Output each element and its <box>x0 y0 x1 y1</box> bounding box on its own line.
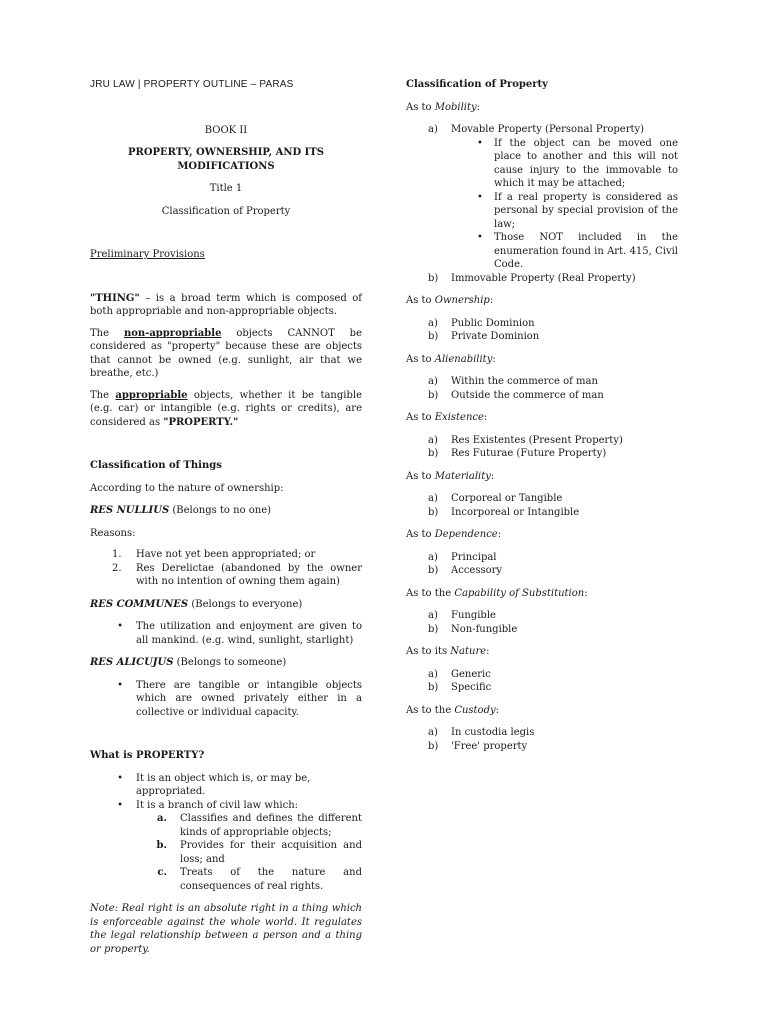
text-fragment: As to the <box>406 587 455 599</box>
list-item <box>406 317 678 331</box>
text-fragment: As to <box>406 101 435 113</box>
bullet-icon: • <box>117 679 123 691</box>
property-term: "PROPERTY." <box>163 416 239 428</box>
list-text: Fungible <box>451 610 496 621</box>
list-text: The utilization and enjoyment are given to all mankind. (e.g. wind, sunlight, starlight) <box>136 621 362 646</box>
book-title: PROPERTY, OWNERSHIP, AND ITS MODIFICATIONS <box>127 147 325 172</box>
list-text: Treats of the nature and consequences of real rights. <box>180 867 362 892</box>
res-nullius-term: RES NULLIUS <box>90 505 170 516</box>
list-item <box>406 609 678 623</box>
list-letter: a) <box>428 551 438 563</box>
classification-group-label <box>406 528 678 542</box>
list-text: Accessory <box>451 565 503 576</box>
list-item <box>406 492 678 506</box>
running-header: JRU LAW | PROPERTY OUTLINE – PARAS <box>90 79 294 90</box>
list-item <box>406 668 678 682</box>
list-item <box>90 839 362 866</box>
list-letter: a) <box>428 317 438 329</box>
list-letter: b) <box>428 682 439 693</box>
text-fragment: As to <box>406 412 435 423</box>
note-paragraph: Note: Real right is an absolute right in a thing which is enforceable against the whole world. It regulates the legal relationship between a person and a thing or property. <box>90 903 362 955</box>
list-letter: b) <box>428 506 439 518</box>
list-item <box>406 272 678 286</box>
classification-group-list <box>406 434 678 461</box>
colon: : <box>584 587 588 599</box>
res-communes-line <box>90 598 362 612</box>
classification-group-list <box>406 726 678 753</box>
classification-group-label <box>406 645 678 659</box>
list-text: Generic <box>451 668 491 680</box>
list-text: Res Futurae (Future Property) <box>451 448 607 459</box>
list-letter: b) <box>428 272 439 284</box>
list-text: It is an object which is, or may be, appropriated. <box>136 772 311 797</box>
list-item <box>406 137 678 191</box>
thing-paragraph <box>90 292 362 319</box>
thing-term: "THING" <box>90 292 140 304</box>
res-nullius-line <box>90 504 362 518</box>
list-letter: b) <box>428 331 439 342</box>
list-item <box>406 389 678 403</box>
list-text: Incorporeal or Intangible <box>451 506 580 518</box>
text-fragment: The <box>90 327 124 339</box>
list-number: 2. <box>112 562 122 574</box>
bullet-icon: • <box>477 232 483 243</box>
group-keyword: Existence <box>434 412 484 423</box>
res-communes-desc: (Belongs to everyone) <box>188 598 303 610</box>
list-letter: a) <box>428 434 438 446</box>
colon: : <box>483 412 488 423</box>
text-fragment: objects, whether it be tangible (e.g. car) or intangible (e.g. rights or credits), are considered as <box>90 389 362 428</box>
list-item <box>406 551 678 565</box>
list-letter: a) <box>428 493 438 504</box>
list-text: Private Dominion <box>451 331 540 342</box>
list-text: Res Derelictae (abandoned by the owner with no intention of owning them again) <box>136 562 362 587</box>
colon: : <box>490 470 495 482</box>
according-line: According to the nature of ownership: <box>90 482 284 494</box>
res-communes-term: RES COMMUNES <box>90 598 189 610</box>
bullet-icon: • <box>117 772 123 784</box>
list-item <box>90 620 362 647</box>
bullet-icon: • <box>117 799 123 811</box>
list-item <box>90 679 362 720</box>
list-item <box>90 562 362 589</box>
list-text: Classifies and defines the different kinds of appropriable objects; <box>180 813 362 838</box>
list-item <box>90 772 362 799</box>
list-text: Within the commerce of man <box>451 376 598 387</box>
list-text: 'Free' property <box>451 740 528 752</box>
list-text: Public Dominion <box>451 317 535 329</box>
list-text: If the object can be moved one place to another and this will not cause injury to the immovable to which it may be attached; <box>494 137 678 189</box>
classification-group-label <box>406 411 678 425</box>
list-item <box>406 375 678 389</box>
classification-group-list <box>406 609 678 636</box>
list-item <box>406 330 678 344</box>
classification-group-list <box>406 668 678 695</box>
list-item <box>406 434 678 448</box>
list-text: If a real property is considered as personal by special provision of the law; <box>494 191 678 230</box>
list-item <box>406 191 678 232</box>
title-label: Title 1 <box>209 183 243 194</box>
group-keyword: Dependence <box>434 529 498 540</box>
list-item <box>406 726 678 740</box>
list-letter: b) <box>428 448 439 459</box>
list-text: Movable Property (Personal Property) <box>451 124 645 135</box>
mobility-label <box>406 101 678 115</box>
classification-groups <box>406 294 678 753</box>
classification-group-label <box>406 353 678 367</box>
list-letter: b) <box>428 565 439 576</box>
text-fragment: objects CANNOT be considered as "property" because these are objects that cannot be owned (e.g. sunlight, air that we breathe, etc.) <box>90 327 362 379</box>
classification-things-heading: Classification of Things <box>90 460 222 471</box>
classification-group-label <box>406 470 678 484</box>
res-alicujus-term: RES ALICUJUS <box>90 657 174 668</box>
list-item <box>90 548 362 562</box>
appropriable-paragraph <box>90 389 362 430</box>
list-item <box>406 623 678 637</box>
list-letter: a) <box>428 610 438 621</box>
list-letter: b) <box>428 740 439 752</box>
classification-group-label <box>406 587 678 601</box>
list-text: In custodia legis <box>451 727 535 738</box>
list-letter: a. <box>157 813 167 824</box>
bullet-icon: • <box>477 191 483 203</box>
group-keyword: Nature <box>450 646 487 657</box>
list-item <box>406 123 678 137</box>
text-fragment: As to <box>406 470 435 482</box>
group-keyword: Materiality <box>434 470 491 482</box>
list-text: Immovable Property (Real Property) <box>451 272 636 284</box>
text-fragment: As to its <box>406 646 451 657</box>
list-item <box>90 812 362 839</box>
list-text: Corporeal or Tangible <box>451 493 563 504</box>
property-bullet-list <box>90 772 362 894</box>
classification-group-list <box>406 551 678 578</box>
group-keyword: Capability of Substitution <box>454 587 585 599</box>
list-text: Outside the commerce of man <box>451 389 604 401</box>
classification-group-list <box>406 492 678 519</box>
list-item <box>406 740 678 754</box>
res-alicujus-line <box>90 656 362 670</box>
non-appropriable-term: non-appropriable <box>123 327 222 339</box>
list-item <box>90 799 362 813</box>
book-label: BOOK II <box>204 124 248 136</box>
list-letter: a) <box>428 124 438 135</box>
mobility-keyword: Mobility <box>434 101 477 113</box>
reasons-list <box>90 548 362 589</box>
list-letter: a) <box>428 727 438 738</box>
list-text: Those NOT included in the enumeration found in Art. 415, Civil Code. <box>494 232 678 270</box>
what-is-property-heading: What is PROPERTY? <box>90 750 205 761</box>
list-item <box>406 231 678 272</box>
group-keyword: Custody <box>454 704 496 716</box>
list-letter: b. <box>156 840 167 851</box>
res-nullius-desc: (Belongs to no one) <box>169 505 272 516</box>
left-column <box>90 78 362 956</box>
list-item <box>90 866 362 893</box>
list-text: Non-fungible <box>451 623 518 635</box>
list-text: Provides for their acquisition and loss; and <box>180 840 362 865</box>
list-text: Have not yet been appropriated; or <box>136 549 316 560</box>
classification-group-label <box>406 704 678 718</box>
list-item <box>406 681 678 695</box>
classification-property-heading: Classification of Property <box>406 79 548 90</box>
text-fragment: As to <box>406 295 435 306</box>
text-fragment: As to <box>406 353 435 365</box>
mobility-list <box>406 123 678 285</box>
list-item <box>406 506 678 520</box>
list-item <box>406 447 678 461</box>
list-text: There are tangible or intangible objects which are owned privately either in a collective or individual capacity. <box>136 679 362 718</box>
colon: : <box>486 646 490 657</box>
group-keyword: Alienability <box>434 353 493 365</box>
classification-group-label <box>406 294 678 308</box>
classification-group-list <box>406 317 678 344</box>
text-fragment: The <box>90 389 116 401</box>
thing-definition: – is a broad term which is composed of both appropriable and non-appropriable objects. <box>90 292 362 317</box>
title-name: Classification of Property <box>161 205 291 217</box>
list-letter: a) <box>428 668 438 680</box>
list-letter: c. <box>157 867 167 878</box>
preliminary-heading: Preliminary Provisions <box>90 249 205 260</box>
right-column <box>406 78 678 753</box>
list-number: 1. <box>112 549 122 560</box>
list-text: It is a branch of civil law which: <box>136 799 299 811</box>
colon: : <box>489 295 494 306</box>
list-letter: b) <box>428 623 439 635</box>
colon: : <box>492 353 496 365</box>
text-fragment: As to <box>406 529 435 540</box>
non-appropriable-paragraph <box>90 327 362 381</box>
colon: : <box>476 101 481 113</box>
list-text: Res Existentes (Present Property) <box>451 434 623 446</box>
group-keyword: Ownership <box>434 295 490 306</box>
classification-group-list <box>406 375 678 402</box>
list-letter: a) <box>428 376 438 387</box>
reasons-label: Reasons: <box>90 527 136 539</box>
list-text: Principal <box>451 551 497 563</box>
res-alicujus-desc: (Belongs to someone) <box>173 657 287 668</box>
colon: : <box>497 529 502 540</box>
bullet-icon: • <box>117 621 123 632</box>
list-item <box>406 564 678 578</box>
list-text: Specific <box>451 682 492 693</box>
text-fragment: As to the <box>406 704 455 716</box>
appropriable-term: appropriable <box>115 389 188 401</box>
list-letter: b) <box>428 389 439 401</box>
bullet-icon: • <box>477 137 483 149</box>
colon: : <box>495 704 500 716</box>
